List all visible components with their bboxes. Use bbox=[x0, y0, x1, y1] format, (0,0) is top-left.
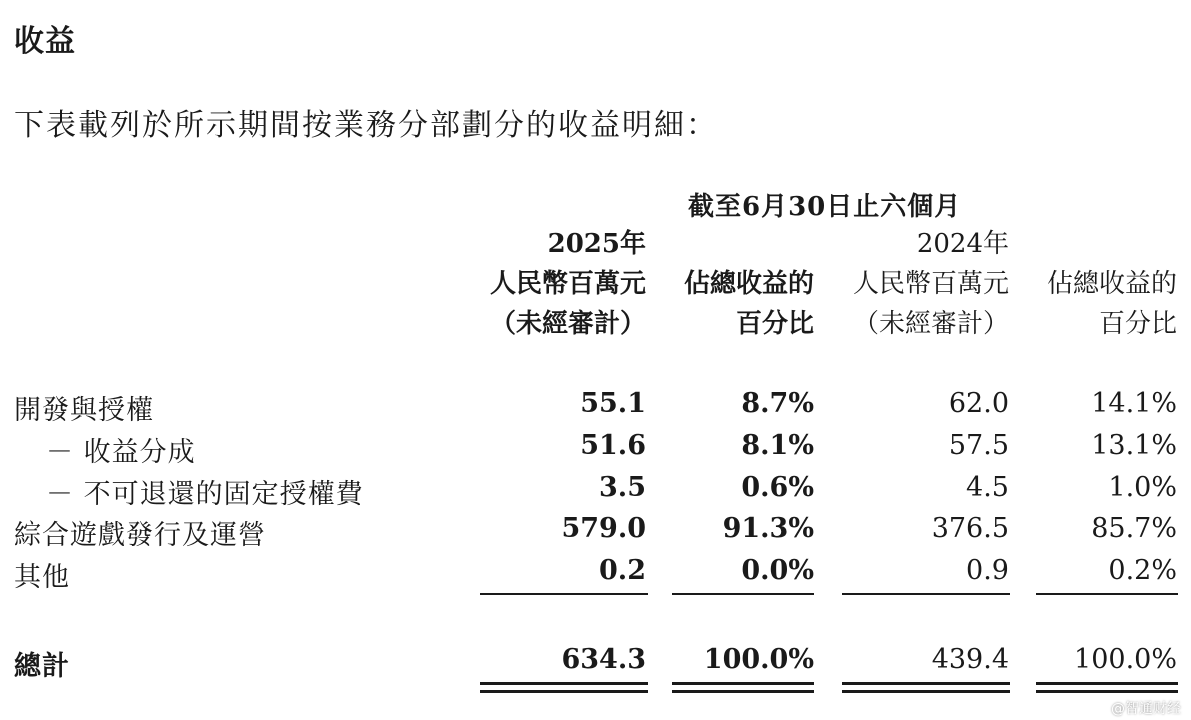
col-header-year bbox=[684, 224, 814, 264]
cell-2025-pct: 0.6% bbox=[741, 472, 814, 503]
watermark: @智通财经 bbox=[1111, 701, 1181, 717]
subtotal-rule bbox=[1036, 593, 1178, 595]
cell-2024-amount: 4.5 bbox=[966, 472, 1009, 503]
intro-text: 下表載列於所示期間按業務分部劃分的收益明細： bbox=[14, 108, 718, 143]
cell-2025-pct: 8.7% bbox=[741, 388, 814, 419]
section-heading: 收益 bbox=[14, 24, 76, 59]
col-header-pct-line2: 百分比 bbox=[735, 309, 814, 339]
cell-2024-amount: 0.9 bbox=[966, 555, 1009, 586]
col-header-unit: 人民幣百萬元 bbox=[489, 269, 646, 299]
row-label-fixed-license-fee: － 不可退還的固定授權費 bbox=[46, 479, 364, 510]
cell-2024-pct: 85.7% bbox=[1091, 513, 1177, 544]
row-label-revenue-share: － 收益分成 bbox=[46, 437, 196, 468]
col-header-unit: 人民幣百萬元 bbox=[852, 269, 1009, 299]
cell-2025-amount: 579.0 bbox=[561, 513, 646, 544]
col-header-year: 2025年 bbox=[547, 229, 646, 259]
cell-2024-pct: 14.1% bbox=[1091, 388, 1177, 419]
col-header-pct-line2: 百分比 bbox=[1098, 309, 1177, 339]
col-header-year bbox=[1047, 224, 1177, 264]
cell-2024-amount: 62.0 bbox=[948, 388, 1009, 419]
cell-2024-pct: 1.0% bbox=[1108, 472, 1177, 503]
cell-2025-pct: 8.1% bbox=[741, 430, 814, 461]
cell-2025-amount: 55.1 bbox=[580, 388, 646, 419]
row-label-others: 其他 bbox=[14, 562, 70, 593]
cell-2025-amount: 3.5 bbox=[599, 472, 646, 503]
subtotal-rule bbox=[842, 593, 1010, 595]
row-label-dev-licensing: 開發與授權 bbox=[14, 395, 154, 426]
col-header-audit: （未經審計） bbox=[489, 309, 646, 339]
cell-2024-amount: 376.5 bbox=[931, 513, 1009, 544]
total-double-rule bbox=[672, 682, 814, 693]
cell-2025-pct: 91.3% bbox=[722, 513, 814, 544]
cell-2024-pct: 13.1% bbox=[1091, 430, 1177, 461]
cell-2025-amount: 51.6 bbox=[580, 430, 646, 461]
col-header-year: 2024年 bbox=[916, 229, 1009, 259]
row-label-publishing-operations: 綜合遊戲發行及運營 bbox=[14, 520, 266, 551]
total-double-rule bbox=[1036, 682, 1178, 693]
cell-2025-amount: 0.2 bbox=[599, 555, 646, 586]
subtotal-rule bbox=[480, 593, 648, 595]
cell-2025-pct: 0.0% bbox=[741, 555, 814, 586]
cell-2024-pct: 0.2% bbox=[1108, 555, 1177, 586]
col-header-2025-pct bbox=[684, 224, 814, 344]
total-double-rule bbox=[842, 682, 1010, 693]
total-2024-pct: 100.0% bbox=[1074, 644, 1177, 675]
col-header-pct-line1: 佔總收益的 bbox=[1046, 269, 1177, 299]
total-double-rule bbox=[480, 682, 648, 693]
cell-2024-amount: 57.5 bbox=[948, 430, 1009, 461]
subtotal-rule bbox=[672, 593, 814, 595]
col-header-2025-amount bbox=[490, 224, 646, 344]
total-2025-amount: 634.3 bbox=[561, 644, 646, 675]
col-header-2024-amount bbox=[853, 224, 1009, 344]
col-header-audit: （未經審計） bbox=[852, 309, 1009, 339]
total-2025-pct: 100.0% bbox=[703, 644, 814, 675]
total-2024-amount: 439.4 bbox=[931, 644, 1009, 675]
period-header: 截至6月30日止六個月 bbox=[688, 192, 962, 222]
col-header-pct-line1: 佔總收益的 bbox=[683, 269, 814, 299]
col-header-2024-pct bbox=[1047, 224, 1177, 344]
row-label-total: 總計 bbox=[14, 651, 70, 682]
